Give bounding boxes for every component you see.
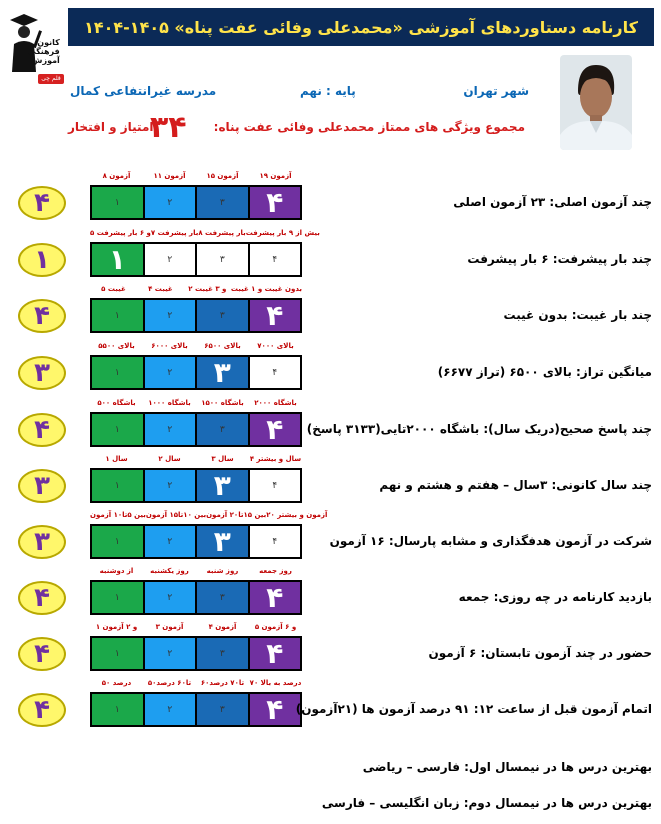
row-ticks <box>90 567 302 578</box>
level-cell: ۲ <box>145 244 198 275</box>
tick-label: ۸ آزمون <box>102 172 131 180</box>
level-cell: ۳ <box>197 694 250 725</box>
score-badge: ۳ <box>18 356 66 390</box>
level-cell: ۱ <box>92 300 145 331</box>
achievement-label: اتمام آزمون قبل از ساعت ۱۲: ۹۱ درصد آزمون ها (۲۱آزمون) <box>295 702 652 716</box>
tick-label: ۵۰تا۶۰ درصد <box>147 679 192 687</box>
tick-label: باشگاه ۱۰۰۰ <box>148 399 191 407</box>
tick-label: ۳ سال <box>211 455 234 463</box>
level-cell: ۲ <box>145 187 198 218</box>
tick-label: ۷ بار پیشرفت <box>150 229 199 237</box>
achievement-label: بازدید کارنامه در چه روزی: جمعه <box>458 590 652 604</box>
tick-label: ۱ و ۲ آزمون <box>95 623 138 631</box>
row-ticks <box>90 455 302 466</box>
level-cell: ۳ <box>197 300 250 331</box>
level-cell: ۱ <box>92 470 145 501</box>
achievement-label: شرکت در آزمون هدفگذاری و مشابه پارسال: ۱۶ آزمون <box>329 534 652 548</box>
row-ticks <box>90 399 302 410</box>
tick-label: ۸ بار پیشرفت <box>198 229 246 237</box>
tick-label: ۲ و ۳ غیبت <box>188 285 227 293</box>
tick-label: ۱ سال <box>105 455 128 463</box>
row-ticks <box>90 285 302 296</box>
grade-label: پایه : نهم <box>300 84 356 98</box>
tick-label: بین ۵تا۱۰ آزمون <box>90 511 146 519</box>
level-cell-active: ۴ <box>250 638 301 669</box>
level-cell-active: ۴ <box>250 694 301 725</box>
achievement-label: میانگین تراز: بالای ۶۵۰۰ (تراز ۶۶۷۷) <box>437 365 652 379</box>
level-cell-active: ۳ <box>197 526 250 557</box>
level-cell-active: ۳ <box>197 357 250 388</box>
tick-label: ۱۹ آزمون <box>259 172 292 180</box>
tick-label: ۲۰ آزمون و بیشتر <box>266 511 328 519</box>
tick-label: بالای ۶۰۰۰ <box>151 342 188 350</box>
row-ticks <box>90 511 328 522</box>
level-cell: ۳ <box>197 187 250 218</box>
score-badge: ۴ <box>18 186 66 220</box>
level-cell-active: ۴ <box>250 414 301 445</box>
level-grid <box>90 468 302 503</box>
logo-text: کانون فرهنگی آموزش <box>28 38 60 65</box>
achievement-label: چند بار غیبت: بدون غیبت <box>503 308 652 322</box>
level-cell: ۱ <box>92 357 145 388</box>
level-cell: ۲ <box>145 300 198 331</box>
achievement-label: چند پاسخ صحیح(دریک سال): باشگاه ۲۰۰۰تایی(۳۱۳۳ پاسخ) <box>306 422 652 436</box>
tick-label: روز جمعه <box>259 567 292 575</box>
tick-label: بالای ۶۵۰۰ <box>204 342 241 350</box>
level-cell: ۲ <box>145 582 198 613</box>
level-cell: ۲ <box>145 638 198 669</box>
kanoon-logo <box>6 8 62 82</box>
best-subjects-semester1: بهترین درس ها در نیمسال اول: فارسی – ریاضی <box>362 760 652 774</box>
level-cell: ۲ <box>145 414 198 445</box>
level-cell-active: ۴ <box>250 187 301 218</box>
level-cell-active: ۱ <box>92 244 145 275</box>
header-bar <box>68 8 654 46</box>
student-photo <box>560 55 632 150</box>
score-badge: ۴ <box>18 413 66 447</box>
tick-label: ۵ غیبت <box>101 285 126 293</box>
level-grid <box>90 185 302 220</box>
tick-label: ۴ غیبت <box>148 285 173 293</box>
level-cell: ۴ <box>250 470 301 501</box>
row-ticks <box>90 172 302 183</box>
page-title: کارنامه دستاوردهای آموزشی «محمدعلی وفائی عفت پناه» ۱۴۰۵-۱۴۰۴ <box>84 17 638 37</box>
level-cell: ۳ <box>197 414 250 445</box>
tick-label: ۷۰ درصد به بالا <box>249 679 302 687</box>
tick-label: ۱۵ آزمون <box>206 172 239 180</box>
tick-label: روز یکشنبه <box>150 567 189 575</box>
level-cell: ۴ <box>250 357 301 388</box>
achievement-label: چند سال کانونی: ۳سال – هفتم و هشتم و نهم <box>379 478 652 492</box>
tick-label: باشگاه ۲۰۰۰ <box>254 399 297 407</box>
school-label: مدرسه غیرانتفاعی کمال <box>70 84 217 98</box>
level-cell-active: ۳ <box>197 470 250 501</box>
score-badge: ۴ <box>18 581 66 615</box>
tick-label: ۲ سال <box>158 455 181 463</box>
tick-label: بدون غیبت و ۱ غیبت <box>230 285 303 293</box>
row-ticks <box>90 342 302 353</box>
tick-label: ۱۱ آزمون <box>153 172 186 180</box>
total-points-value: ۳۴ <box>150 110 187 145</box>
row-ticks <box>90 623 302 634</box>
level-grid <box>90 355 302 390</box>
level-cell: ۱ <box>92 694 145 725</box>
level-cell: ۱ <box>92 187 145 218</box>
level-cell: ۴ <box>250 526 301 557</box>
tick-label: ۵ و ۶ بار پیشرفت <box>90 229 151 237</box>
total-points-suffix: امتیاز و افتخار <box>68 120 154 134</box>
level-cell-active: ۴ <box>250 300 301 331</box>
level-grid <box>90 242 302 277</box>
score-badge: ۴ <box>18 299 66 333</box>
tick-label: ۳ آزمون <box>155 623 184 631</box>
level-grid <box>90 692 302 727</box>
city-label: شهر تهران <box>463 84 529 98</box>
tick-label: روز شنبه <box>206 567 239 575</box>
level-cell: ۳ <box>197 582 250 613</box>
level-cell: ۲ <box>145 694 198 725</box>
tick-label: ۶۰تا۷۰ درصد <box>200 679 245 687</box>
level-grid <box>90 524 302 559</box>
level-grid <box>90 298 302 333</box>
tick-label: ۵۰ درصد <box>101 679 132 687</box>
tick-label: باشگاه ۱۵۰۰ <box>201 399 244 407</box>
score-badge: ۱ <box>18 243 66 277</box>
tick-label: بالای ۵۵۰۰ <box>98 342 135 350</box>
tick-label: بیش از ۹ بار پیشرفت <box>245 229 320 237</box>
level-cell-active: ۴ <box>250 582 301 613</box>
score-badge: ۳ <box>18 525 66 559</box>
achievement-label: حضور در چند آزمون تابستان: ۶ آزمون <box>428 646 652 660</box>
tick-label: ۵ و ۶ آزمون <box>254 623 297 631</box>
level-grid <box>90 636 302 671</box>
achievement-label: چند آزمون اصلی: ۲۳ آزمون اصلی <box>453 195 652 209</box>
best-subjects-semester2: بهترین درس ها در نیمسال دوم: زبان انگلیسی – فارسی <box>321 796 652 810</box>
tick-label: بین ۱۵تا۲۰ آزمون <box>206 511 267 519</box>
level-grid <box>90 580 302 615</box>
tick-label: از دوشنبه <box>99 567 134 575</box>
level-cell: ۳ <box>197 638 250 669</box>
logo-badge: قلم چی <box>38 74 64 84</box>
score-badge: ۳ <box>18 469 66 503</box>
level-cell: ۴ <box>250 244 301 275</box>
row-ticks <box>90 229 320 240</box>
level-cell: ۱ <box>92 638 145 669</box>
level-cell: ۲ <box>145 357 198 388</box>
level-cell: ۳ <box>197 244 250 275</box>
level-cell: ۱ <box>92 414 145 445</box>
level-cell: ۲ <box>145 470 198 501</box>
tick-label: بالای ۷۰۰۰ <box>257 342 294 350</box>
tick-label: باشگاه ۵۰۰ <box>97 399 136 407</box>
tick-label: ۴ آزمون <box>208 623 237 631</box>
total-points-label: مجموع ویژگی های ممتاز محمدعلی وفائی عفت پناه: <box>213 120 525 134</box>
score-badge: ۴ <box>18 637 66 671</box>
achievement-label: چند بار پیشرفت: ۶ بار پیشرفت <box>467 252 652 266</box>
tick-label: بین ۱۰تا۱۵ آزمون <box>145 511 207 519</box>
row-ticks <box>90 679 302 690</box>
level-cell: ۱ <box>92 582 145 613</box>
level-cell: ۱ <box>92 526 145 557</box>
level-grid <box>90 412 302 447</box>
level-cell: ۲ <box>145 526 198 557</box>
student-avatar-icon <box>560 55 632 150</box>
score-badge: ۴ <box>18 693 66 727</box>
tick-label: ۴ سال و بیشتر <box>249 455 302 463</box>
